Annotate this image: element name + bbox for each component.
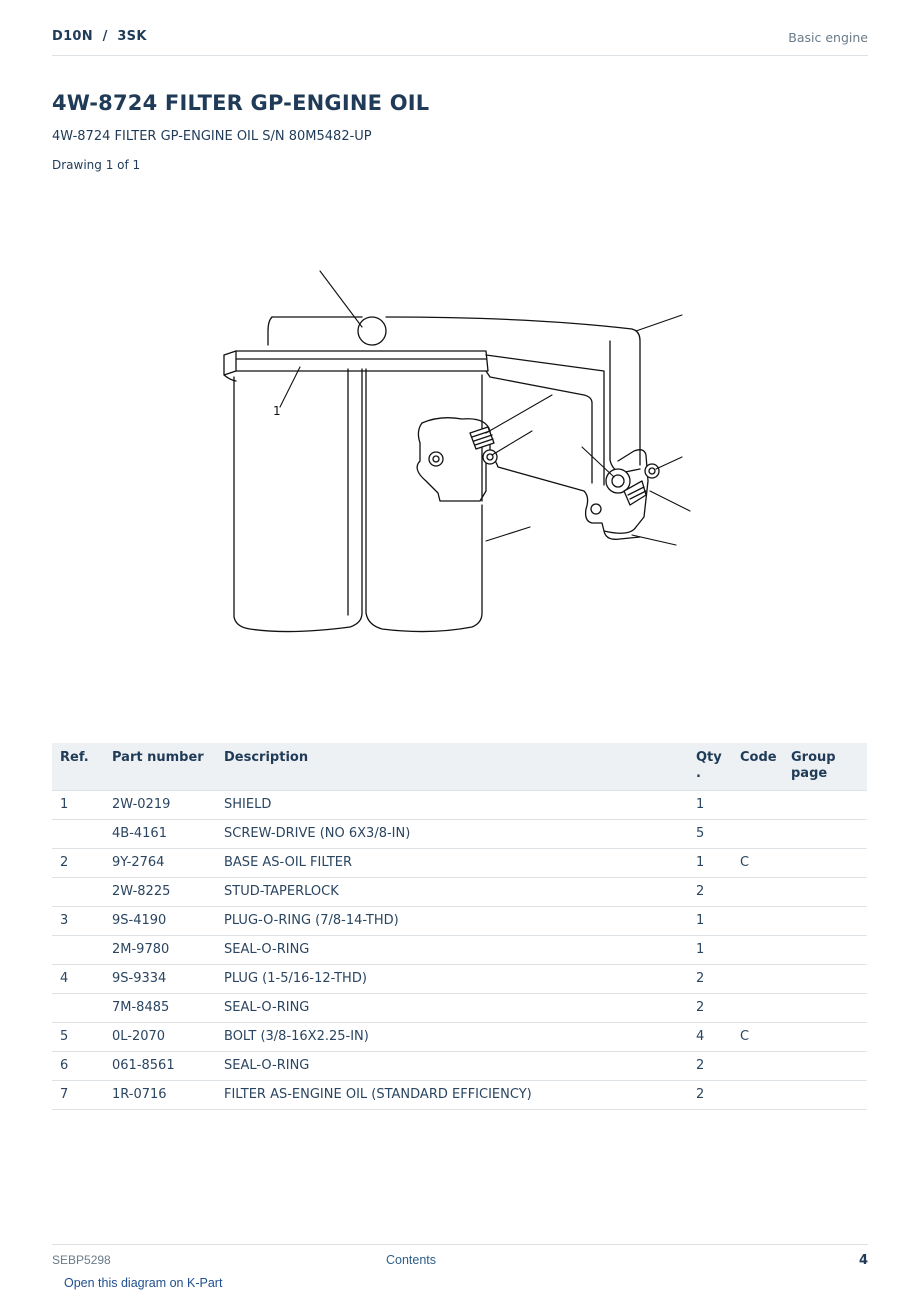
cell-group-page — [783, 1023, 867, 1052]
cell-part-number: 9S-4190 — [104, 907, 216, 936]
cell-code — [732, 820, 783, 849]
cell-part-number: 9Y-2764 — [104, 849, 216, 878]
cell-qty: 2 — [688, 994, 732, 1023]
drawing-count: Drawing 1 of 1 — [52, 158, 141, 172]
bolt-left — [429, 452, 443, 466]
header-model: D10N / 3SK — [52, 29, 147, 44]
cell-group-page — [783, 791, 867, 820]
cell-code — [732, 878, 783, 907]
cell-group-page — [783, 1052, 867, 1081]
cell-qty: 2 — [688, 965, 732, 994]
contents-link[interactable]: Contents — [386, 1253, 437, 1267]
filter-canister-left — [234, 369, 362, 632]
cell-qty: 1 — [688, 936, 732, 965]
kpart-link[interactable]: Open this diagram on K-Part — [64, 1276, 223, 1290]
col-part-number: Part number — [104, 743, 216, 791]
col-group-page: Group page — [783, 743, 867, 791]
table-row — [52, 791, 867, 820]
cell-part-number: 0L-2070 — [104, 1023, 216, 1052]
cell-description: SHIELD — [216, 791, 688, 820]
cell-ref — [52, 878, 104, 907]
cell-group-page — [783, 994, 867, 1023]
cell-description: STUD-TAPERLOCK — [216, 878, 688, 907]
table-row — [52, 1023, 867, 1052]
cell-ref: 3 — [52, 907, 104, 936]
cell-code — [732, 936, 783, 965]
cell-part-number: 7M-8485 — [104, 994, 216, 1023]
cell-qty: 4 — [688, 1023, 732, 1052]
bolt-right — [645, 464, 659, 478]
col-ref: Ref. — [52, 743, 104, 791]
page-title: 4W-8724 FILTER GP-ENGINE OIL — [52, 91, 430, 115]
page-subtitle: 4W-8724 FILTER GP-ENGINE OIL S/N 80M5482-UP — [52, 129, 372, 144]
cell-code — [732, 994, 783, 1023]
cell-ref: 1 — [52, 791, 104, 820]
cell-code — [732, 791, 783, 820]
cell-ref: 7 — [52, 1081, 104, 1110]
cell-part-number: 2W-0219 — [104, 791, 216, 820]
header-divider — [52, 55, 868, 56]
cell-ref: 5 — [52, 1023, 104, 1052]
cell-description: FILTER AS-ENGINE OIL (STANDARD EFFICIENCY) — [216, 1081, 688, 1110]
cell-code — [732, 1081, 783, 1110]
cell-description: PLUG (1-5/16-12-THD) — [216, 965, 688, 994]
table-row — [52, 965, 867, 994]
cell-group-page — [783, 1081, 867, 1110]
table-row — [52, 1081, 867, 1110]
cell-qty: 2 — [688, 878, 732, 907]
cell-qty: 2 — [688, 1052, 732, 1081]
cell-qty: 1 — [688, 791, 732, 820]
shield-knob — [358, 317, 386, 345]
cell-group-page — [783, 820, 867, 849]
cell-code — [732, 907, 783, 936]
header-section: Basic engine — [788, 30, 868, 45]
filter-head-flange — [236, 351, 488, 371]
cell-group-page — [783, 849, 867, 878]
col-code: Code — [732, 743, 783, 791]
cell-code: C — [732, 1023, 783, 1052]
cell-qty: 5 — [688, 820, 732, 849]
cell-group-page — [783, 936, 867, 965]
col-description: Description — [216, 743, 688, 791]
cell-code — [732, 965, 783, 994]
cell-ref — [52, 820, 104, 849]
cell-part-number: 2M-9780 — [104, 936, 216, 965]
cell-ref: 4 — [52, 965, 104, 994]
cell-group-page — [783, 907, 867, 936]
filter-canister-right — [366, 369, 482, 632]
table-row — [52, 907, 867, 936]
cell-qty: 1 — [688, 849, 732, 878]
footer-divider — [52, 1244, 868, 1245]
cell-ref: 6 — [52, 1052, 104, 1081]
col-qty: Qty . — [688, 743, 732, 791]
cell-ref — [52, 994, 104, 1023]
cell-code — [732, 1052, 783, 1081]
cell-code: C — [732, 849, 783, 878]
parts-table-body — [52, 791, 867, 1110]
bolt-center — [483, 450, 497, 464]
cell-part-number: 2W-8225 — [104, 878, 216, 907]
cell-ref — [52, 936, 104, 965]
cell-qty: 2 — [688, 1081, 732, 1110]
cell-part-number: 4B-4161 — [104, 820, 216, 849]
table-row — [52, 820, 867, 849]
leader-lines — [280, 271, 690, 545]
parts-table — [52, 743, 867, 1110]
parts-diagram — [200, 255, 720, 655]
cell-description: BASE AS-OIL FILTER — [216, 849, 688, 878]
bolt-lower — [591, 504, 601, 514]
cell-description: SEAL-O-RING — [216, 1052, 688, 1081]
cell-ref: 2 — [52, 849, 104, 878]
cell-part-number: 1R-0716 — [104, 1081, 216, 1110]
cell-description: BOLT (3/8-16X2.25-IN) — [216, 1023, 688, 1052]
cell-part-number: 9S-9334 — [104, 965, 216, 994]
cell-part-number: 061-8561 — [104, 1052, 216, 1081]
cell-qty: 1 — [688, 907, 732, 936]
cell-description: SEAL-O-RING — [216, 936, 688, 965]
cell-description: SEAL-O-RING — [216, 994, 688, 1023]
table-row — [52, 1052, 867, 1081]
footer-doc-id: SEBP5298 — [52, 1253, 111, 1267]
callout-label: 1 — [273, 404, 281, 418]
cell-group-page — [783, 878, 867, 907]
cell-group-page — [783, 965, 867, 994]
table-row — [52, 994, 867, 1023]
table-row — [52, 849, 867, 878]
page-number: 4 — [858, 1253, 868, 1268]
cell-description: PLUG-O-RING (7/8-14-THD) — [216, 907, 688, 936]
table-row — [52, 936, 867, 965]
cell-description: SCREW-DRIVE (NO 6X3/8-IN) — [216, 820, 688, 849]
table-header-row — [52, 743, 867, 791]
shield-outline — [272, 317, 640, 465]
table-row — [52, 878, 867, 907]
